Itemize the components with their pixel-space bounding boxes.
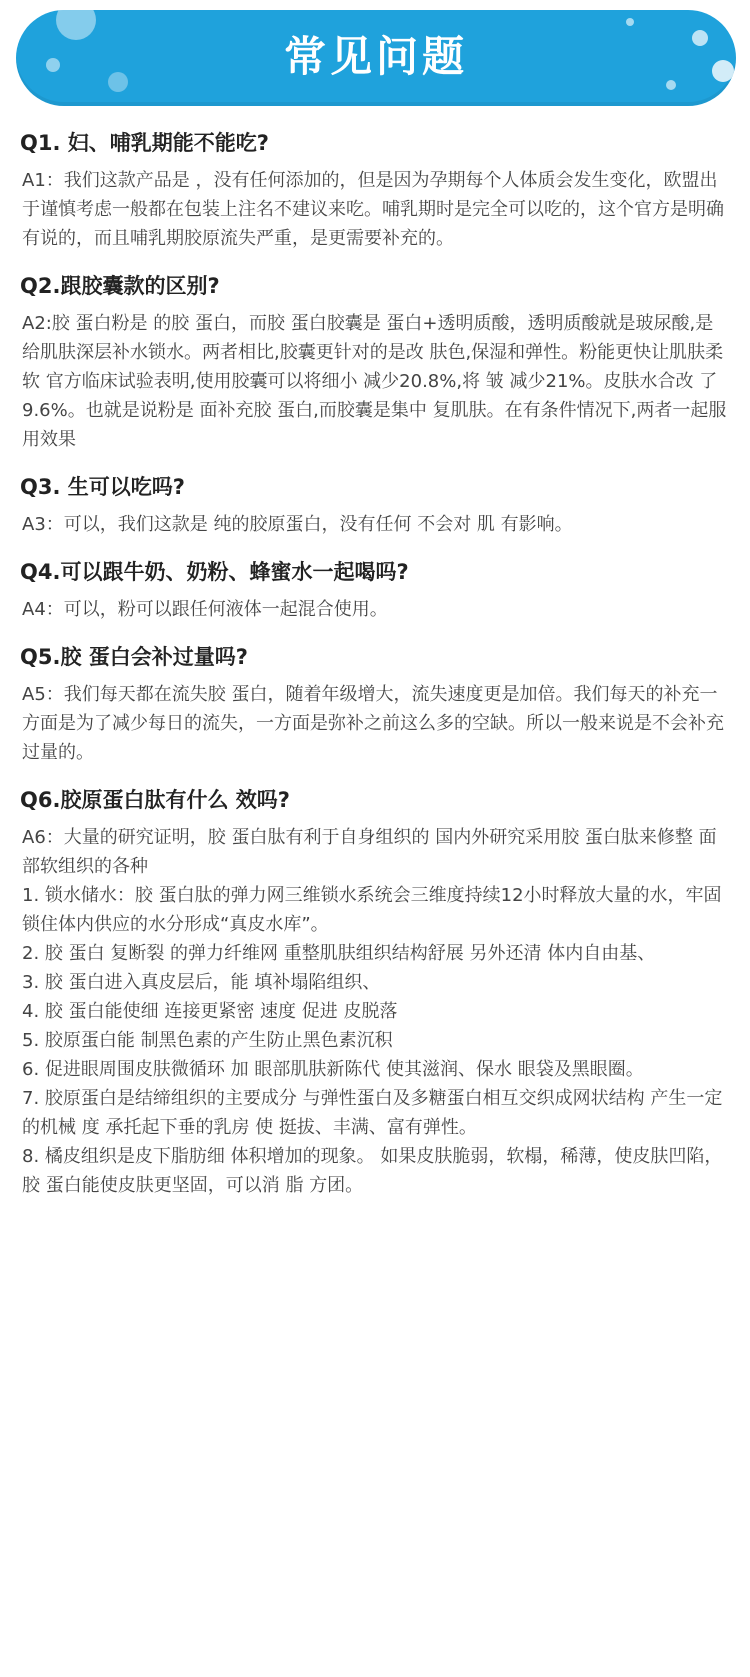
answer-paragraph: 3. 胶 蛋白进入真皮层后，能 填补塌陷组织、 — [22, 972, 381, 993]
question: Q1. 妇、哺乳期能不能吃? — [20, 131, 269, 155]
faq-item-1 — [20, 128, 730, 253]
answer — [22, 166, 730, 253]
question: Q3. 生可以吃吗? — [20, 475, 185, 499]
answer-paragraph: 8. 橘皮组织是皮下脂肪细 体积增加的现象。 如果皮肤脆弱，软榻，稀薄，使皮肤凹陷，胶 蛋白能使皮肤更坚固，可以消 脂 方团。 — [22, 1146, 723, 1196]
answer — [22, 595, 730, 624]
answer-paragraph: A3：可以，我们这款是 纯的胶原蛋白，没有任何 不会对 肌 有影响。 — [22, 514, 573, 535]
page-title: 常见问题 — [283, 32, 468, 81]
answer-paragraph: 4. 胶 蛋白能使细 连接更紧密 速度 促进 皮脱落 — [22, 1001, 398, 1022]
question: Q5.胶 蛋白会补过量吗? — [20, 645, 248, 669]
question: Q6.胶原蛋白肽有什么 效吗? — [20, 788, 290, 812]
faq-item-2 — [20, 271, 730, 454]
question: Q4.可以跟牛奶、奶粉、蜂蜜水一起喝吗? — [20, 560, 409, 584]
faq-item-6 — [20, 785, 730, 1200]
answer-paragraph: 7. 胶原蛋白是结缔组织的主要成分 与弹性蛋白及多糖蛋白相互交织成网状结构 产生一定的机械 度 承托起下垂的乳房 使 挺拔、丰满、富有弹性。 — [22, 1088, 723, 1138]
answer-paragraph: A2:胶 蛋白粉是 的胶 蛋白，而胶 蛋白胶囊是 蛋白+透明质酸，透明质酸就是玻尿酸,是给肌肤深层补水锁水。两者相比,胶囊更针对的是改 肤色,保湿和弹性。粉能更快让肌肤柔软 官方临床试验表明,使用胶囊可以将细小 减少20.8%,将 皱 减少21%。皮肤水合改 了9.6%。也就是说粉是 面补充胶 蛋白,而胶囊是集中 复肌肤。在有条件情况下,两者一起服用效果 — [22, 313, 727, 450]
answer-paragraph: A4：可以，粉可以跟任何液体一起混合使用。 — [22, 599, 388, 620]
faq-item-3 — [20, 472, 730, 539]
faq-item-4 — [20, 557, 730, 624]
question: Q2.跟胶囊款的区别? — [20, 274, 220, 298]
answer — [22, 510, 730, 539]
faq-header-banner — [16, 10, 736, 106]
answer — [22, 680, 730, 767]
answer-paragraph: 1. 锁水储水：胶 蛋白肽的弹力网三维锁水系统会三维度持续12小时释放大量的水，牢固锁住体内供应的水分形成“真皮水库”。 — [22, 885, 722, 935]
answer — [22, 309, 730, 454]
answer-paragraph: A6：大量的研究证明，胶 蛋白肽有利于自身组织的 国内外研究采用胶 蛋白肽来修整 面部软组织的各种 — [22, 827, 717, 877]
answer-paragraph: 2. 胶 蛋白 复断裂 的弹力纤维网 重整肌肤组织结构舒展 另外还清 体内自由基、 — [22, 943, 656, 964]
answer-paragraph: 6. 促进眼周围皮肤微循环 加 眼部肌肤新陈代 使其滋润、保水 眼袋及黑眼圈。 — [22, 1059, 644, 1080]
faq-item-5 — [20, 642, 730, 767]
answer-paragraph: A1：我们这款产品是 ，没有任何添加的，但是因为孕期每个人体质会发生变化，欧盟出于谨慎考虑一般都在包装上注名不建议来吃。哺乳期时是完全可以吃的，这个官方是明确有说的，而且哺乳期胶原流失严重，是更需要补充的。 — [22, 170, 724, 249]
answer-paragraph: 5. 胶原蛋白能 制黑色素的产生防止黑色素沉积 — [22, 1030, 393, 1051]
faq-list — [20, 122, 730, 1218]
answer — [22, 823, 730, 1200]
answer-paragraph: A5：我们每天都在流失胶 蛋白，随着年级增大，流失速度更是加倍。我们每天的补充一方面是为了减少每日的流失，一方面是弥补之前这么多的空缺。所以一般来说是不会补充过量的。 — [22, 684, 724, 763]
